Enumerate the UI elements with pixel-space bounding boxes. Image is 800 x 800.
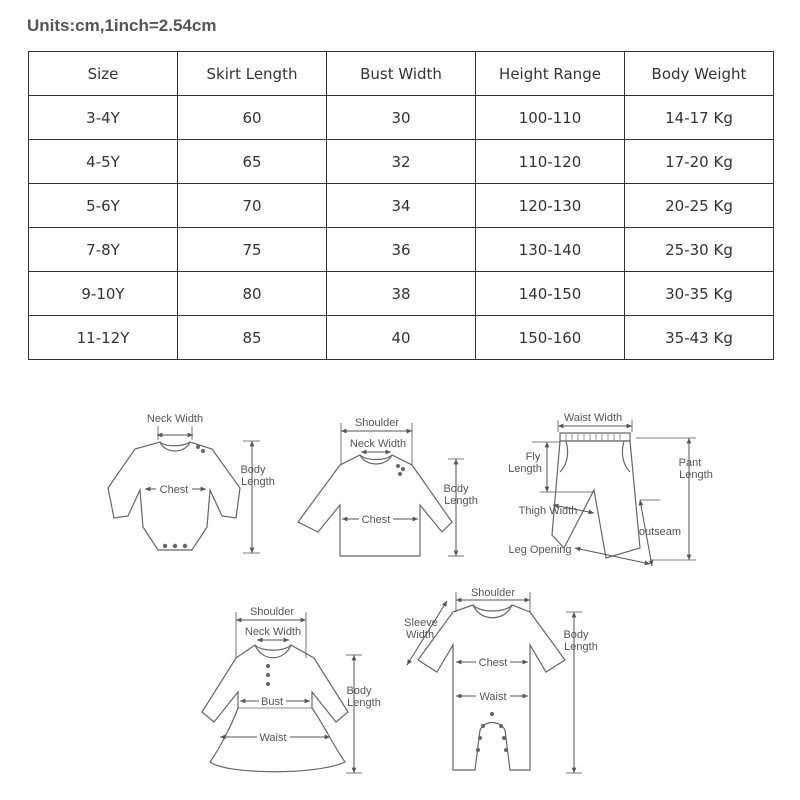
top-shoulder-label: Shoulder xyxy=(354,417,400,429)
header-body-weight: Body Weight xyxy=(625,52,774,96)
cell-size: 9-10Y xyxy=(29,272,178,316)
cell-bust-width: 34 xyxy=(327,184,476,228)
pants-fly-length-label: Length xyxy=(508,463,542,475)
cell-body-weight: 20-25 Kg xyxy=(625,184,774,228)
top-neck-width-label: Neck Width xyxy=(349,438,407,450)
dress-bust-label: Bust xyxy=(260,696,284,708)
units-note: Units:cm,1inch=2.54cm xyxy=(27,16,217,35)
dress-waist-label: Waist xyxy=(259,732,287,744)
cell-skirt-length: 60 xyxy=(178,96,327,140)
cell-body-weight: 25-30 Kg xyxy=(625,228,774,272)
romper-length-label: Length xyxy=(564,641,598,653)
cell-body-weight: 17-20 Kg xyxy=(625,140,774,184)
cell-size: 11-12Y xyxy=(29,316,178,360)
cell-bust-width: 36 xyxy=(327,228,476,272)
pants-thigh-width-label: Thigh Width xyxy=(518,505,578,517)
cell-height-range: 110-120 xyxy=(476,140,625,184)
pants-outseam-label: outseam xyxy=(638,526,682,538)
romper-waist-label: Waist xyxy=(479,691,507,703)
cell-bust-width: 30 xyxy=(327,96,476,140)
header-height-range: Height Range xyxy=(476,52,625,96)
bodysuit-chest-label: Chest xyxy=(159,484,189,496)
cell-height-range: 150-160 xyxy=(476,316,625,360)
bodysuit-neck-width-label: Neck Width xyxy=(146,413,204,425)
romper-sleeve-width-label: Width xyxy=(405,629,435,641)
dress-neck-width-label: Neck Width xyxy=(244,626,302,638)
romper-sleeve-label: Sleeve xyxy=(404,617,438,629)
header-size: Size xyxy=(29,52,178,96)
pants-fly-label: Fly xyxy=(525,451,541,463)
cell-skirt-length: 75 xyxy=(178,228,327,272)
top-chest-label: Chest xyxy=(361,514,391,526)
bodysuit-body-label: Body xyxy=(240,464,266,476)
cell-skirt-length: 85 xyxy=(178,316,327,360)
pants-leg-opening-label: Leg Opening xyxy=(508,544,572,556)
romper-chest-label: Chest xyxy=(478,657,508,669)
pants-pant-length-label: Length xyxy=(679,469,713,481)
cell-body-weight: 30-35 Kg xyxy=(625,272,774,316)
header-bust-width: Bust Width xyxy=(327,52,476,96)
cell-bust-width: 32 xyxy=(327,140,476,184)
cell-bust-width: 40 xyxy=(327,316,476,360)
romper-shoulder-label: Shoulder xyxy=(470,587,516,599)
cell-height-range: 140-150 xyxy=(476,272,625,316)
dress-body-label: Body xyxy=(346,685,372,697)
dress-length-label: Length xyxy=(347,697,381,709)
cell-height-range: 130-140 xyxy=(476,228,625,272)
pants-pant-label: Pant xyxy=(678,457,702,469)
romper-body-label: Body xyxy=(563,629,589,641)
top-body-label: Body xyxy=(443,483,469,495)
cell-size: 4-5Y xyxy=(29,140,178,184)
cell-skirt-length: 65 xyxy=(178,140,327,184)
bodysuit-length-label: Length xyxy=(241,476,275,488)
cell-skirt-length: 80 xyxy=(178,272,327,316)
cell-body-weight: 14-17 Kg xyxy=(625,96,774,140)
cell-height-range: 100-110 xyxy=(476,96,625,140)
cell-bust-width: 38 xyxy=(327,272,476,316)
cell-size: 5-6Y xyxy=(29,184,178,228)
cell-skirt-length: 70 xyxy=(178,184,327,228)
cell-size: 7-8Y xyxy=(29,228,178,272)
pants-waist-width-label: Waist Width xyxy=(563,412,623,424)
header-skirt-length: Skirt Length xyxy=(178,52,327,96)
cell-size: 3-4Y xyxy=(29,96,178,140)
dress-shoulder-label: Shoulder xyxy=(249,606,295,618)
top-length-label: Length xyxy=(444,495,478,507)
cell-body-weight: 35-43 Kg xyxy=(625,316,774,360)
cell-height-range: 120-130 xyxy=(476,184,625,228)
